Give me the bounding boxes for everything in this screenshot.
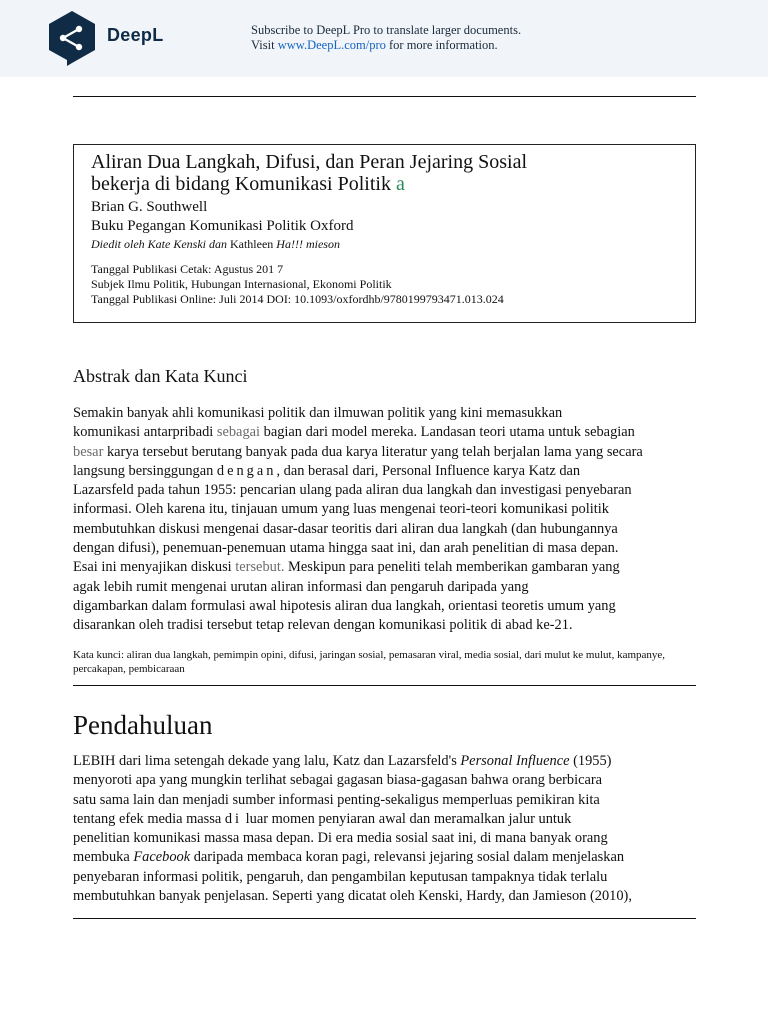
abstract-line: disarankan oleh tradisi tersebut tetap relevan dengan komunikasi politik di abad ke-21. <box>73 617 573 634</box>
print-date: Tanggal Publikasi Cetak: Agustus 201 7 <box>91 262 284 276</box>
intro-line <box>73 848 703 867</box>
keywords-divider <box>73 685 696 686</box>
abstract-heading: Abstrak dan Kata Kunci <box>73 366 248 386</box>
abstract-line: Lazarsfeld pada tahun 1955: pencarian ulang pada aliran dua langkah dan investigasi penyebaran <box>73 482 632 499</box>
text-run-spaced: di <box>224 810 243 827</box>
bottom-divider <box>73 918 696 919</box>
text-run-italic: Personal Influence <box>460 753 570 769</box>
title-line-2-text: bekerja di bidang Komunikasi Politik <box>91 173 396 195</box>
text-run-italic: Facebook <box>133 849 191 866</box>
text-run-grey: tersebut. <box>235 559 285 576</box>
abstract-line <box>73 443 703 462</box>
editors-name: Kathleen <box>226 237 277 251</box>
editors-tail: Ha!!! mieson <box>276 237 340 251</box>
promo-line-1: Subscribe to DeepL Pro to translate larger documents. <box>251 23 522 37</box>
chapter-title-line-2 <box>91 173 681 195</box>
subscribe-promo <box>251 23 521 53</box>
subject: Subjek Ilmu Politik, Hubungan Internasional, Ekonomi Politik <box>91 277 392 291</box>
text-run: komunikasi antarpribadi <box>73 424 217 441</box>
text-run: (1955) <box>569 753 612 769</box>
introduction-body <box>73 752 703 906</box>
book-editors <box>91 237 340 252</box>
deepl-brand[interactable]: DeepL <box>107 25 164 45</box>
text-run-grey: besar <box>73 443 104 460</box>
intro-line <box>73 810 703 829</box>
deepl-banner <box>0 0 768 77</box>
intro-line: penyebaran informasi politik, pengaruh, dan pengambilan keputusan tampaknya tidak terlalu <box>73 868 608 885</box>
title-flag: a <box>395 173 405 195</box>
abstract-line <box>73 558 703 577</box>
top-divider <box>73 96 696 97</box>
abstract-line: Semakin banyak ahli komunikasi politik dan ilmuwan politik yang kini memasukkan <box>73 405 563 421</box>
abstract-line <box>73 462 703 481</box>
text-run-grey: sebagai <box>216 424 261 441</box>
promo-visit: Visit <box>251 38 278 52</box>
keywords: Kata kunci: aliran dua langkah, pemimpin opini, difusi, jaringan sosial, pemasaran viral, media sosial, dari mulut ke mulut, kampanye, percakapan, pembicaraan <box>73 649 666 675</box>
text-run: membuka <box>73 849 134 866</box>
promo-tail: for more information. <box>385 38 498 52</box>
online-date-doi: Tanggal Publikasi Online: Juli 2014 DOI: 10.1093/oxfordhb/9780199793471.013.024 <box>91 292 504 306</box>
text-run: , dan berasal dari, Personal Influence karya Katz dan <box>276 462 581 479</box>
deepl-pro-link[interactable]: www.DeepL.com/pro <box>277 38 386 52</box>
abstract-line <box>73 423 703 442</box>
text-run-spaced: dengan <box>216 462 277 479</box>
abstract-line: membutuhkan diskusi mengenai dasar-dasar teoritis dari aliran dua langkah (dan hubungannya <box>73 520 618 537</box>
abstract-line: dengan difusi), penemuan-penemuan utama hingga saat ini, dan arah penelitian di masa depan. <box>73 540 619 557</box>
text-run: langsung bersinggungan <box>73 462 217 479</box>
editors-prefix: Diedit oleh Kate Kenski dan <box>91 237 227 251</box>
text-run: Meskipun para peneliti telah memberikan gambaran yang <box>284 559 620 576</box>
intro-line: membutuhkan banyak penjelasan. Seperti yang dicatat oleh Kenski, Hardy, dan Jamieson (2010), <box>73 888 632 905</box>
text-run: daripada membaca koran pagi, relevansi jejaring sosial dalam menjelaskan <box>190 849 625 866</box>
introduction-heading: Pendahuluan <box>73 710 213 740</box>
abstract-line: informasi. Oleh karena itu, tinjauan umum yang luas mengenai teori-teori komunikasi politik <box>73 501 609 518</box>
text-run: LEBIH dari lima setengah dekade yang lalu, Katz dan Lazarsfeld's <box>73 753 461 769</box>
text-run: tentang efek media massa <box>73 810 225 827</box>
intro-line: menyoroti apa yang mungkin terlihat sebagai gagasan biasa-gagasan bahwa orang berbicara <box>73 772 603 789</box>
intro-line <box>73 752 703 771</box>
promo-line-2 <box>251 38 521 53</box>
text-run: karya tersebut berutang banyak pada dua karya literatur yang telah berjalan lama yang secara <box>103 443 643 460</box>
text-run: bagian dari model mereka. Landasan teori utama untuk sebagian <box>260 424 635 441</box>
text-run: Esai ini menyajikan diskusi <box>73 559 236 576</box>
text-run: luar momen penyiaran awal dan meramalkan jalur untuk <box>242 810 572 827</box>
intro-line: satu sama lain dan menjadi sumber informasi penting-sekaligus memperluas pemikiran kita <box>73 791 600 808</box>
deepl-logo-icon[interactable] <box>47 10 97 67</box>
chapter-title <box>91 151 681 195</box>
abstract-line: agak lebih rumit mengenai urutan aliran informasi dan pengaruh daripada yang <box>73 578 529 595</box>
book-title: Buku Pegangan Komunikasi Politik Oxford <box>91 218 354 234</box>
chapter-author: Brian G. Southwell <box>91 199 208 215</box>
abstract-line: digambarkan dalam formulasi awal hipotesis aliran dua langkah, orientasi teoretis umum yang <box>73 597 616 614</box>
chapter-title-line-1: Aliran Dua Langkah, Difusi, dan Peran Jejaring Sosial <box>91 151 528 173</box>
intro-line: penelitian komunikasi massa masa depan. Di era media sosial saat ini, di mana banyak orang <box>73 830 608 847</box>
abstract-body <box>73 404 703 636</box>
